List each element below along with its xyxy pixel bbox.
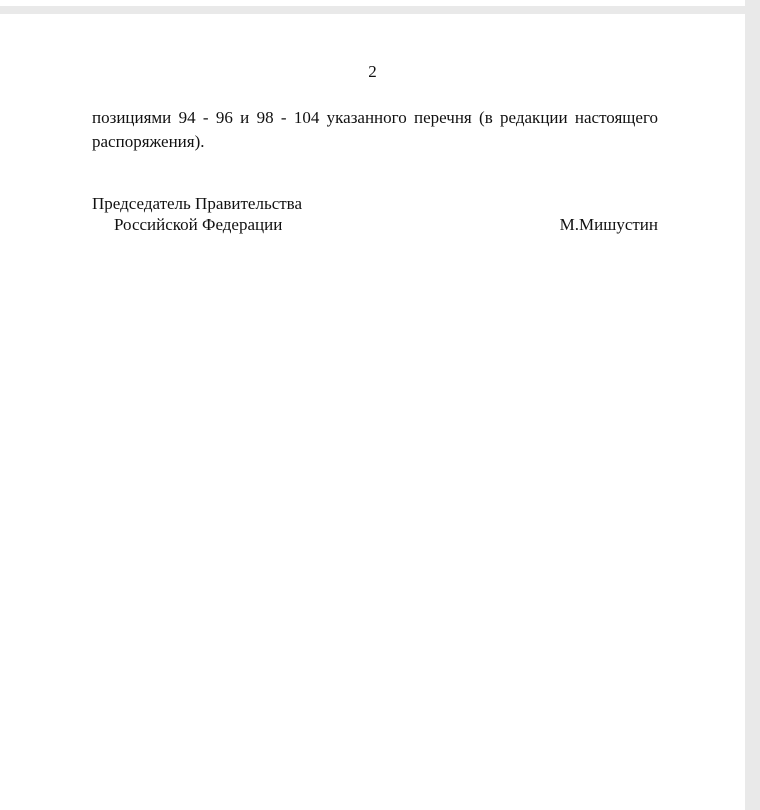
body-paragraph [92, 106, 658, 154]
document-page [0, 14, 745, 810]
signature-name: М.Мишустин [559, 215, 658, 234]
signature-title-line-2: Российской Федерации [114, 215, 283, 234]
paragraph-line: позициями 94 - 96 и 98 - 104 указанного перечня (в редакции настоящего [92, 108, 658, 127]
signature-title-line-1: Председатель Правительства [92, 194, 303, 213]
previous-page-edge [0, 0, 745, 6]
page-number: 2 [368, 62, 377, 81]
paragraph-line: распоряжения). [92, 132, 205, 151]
